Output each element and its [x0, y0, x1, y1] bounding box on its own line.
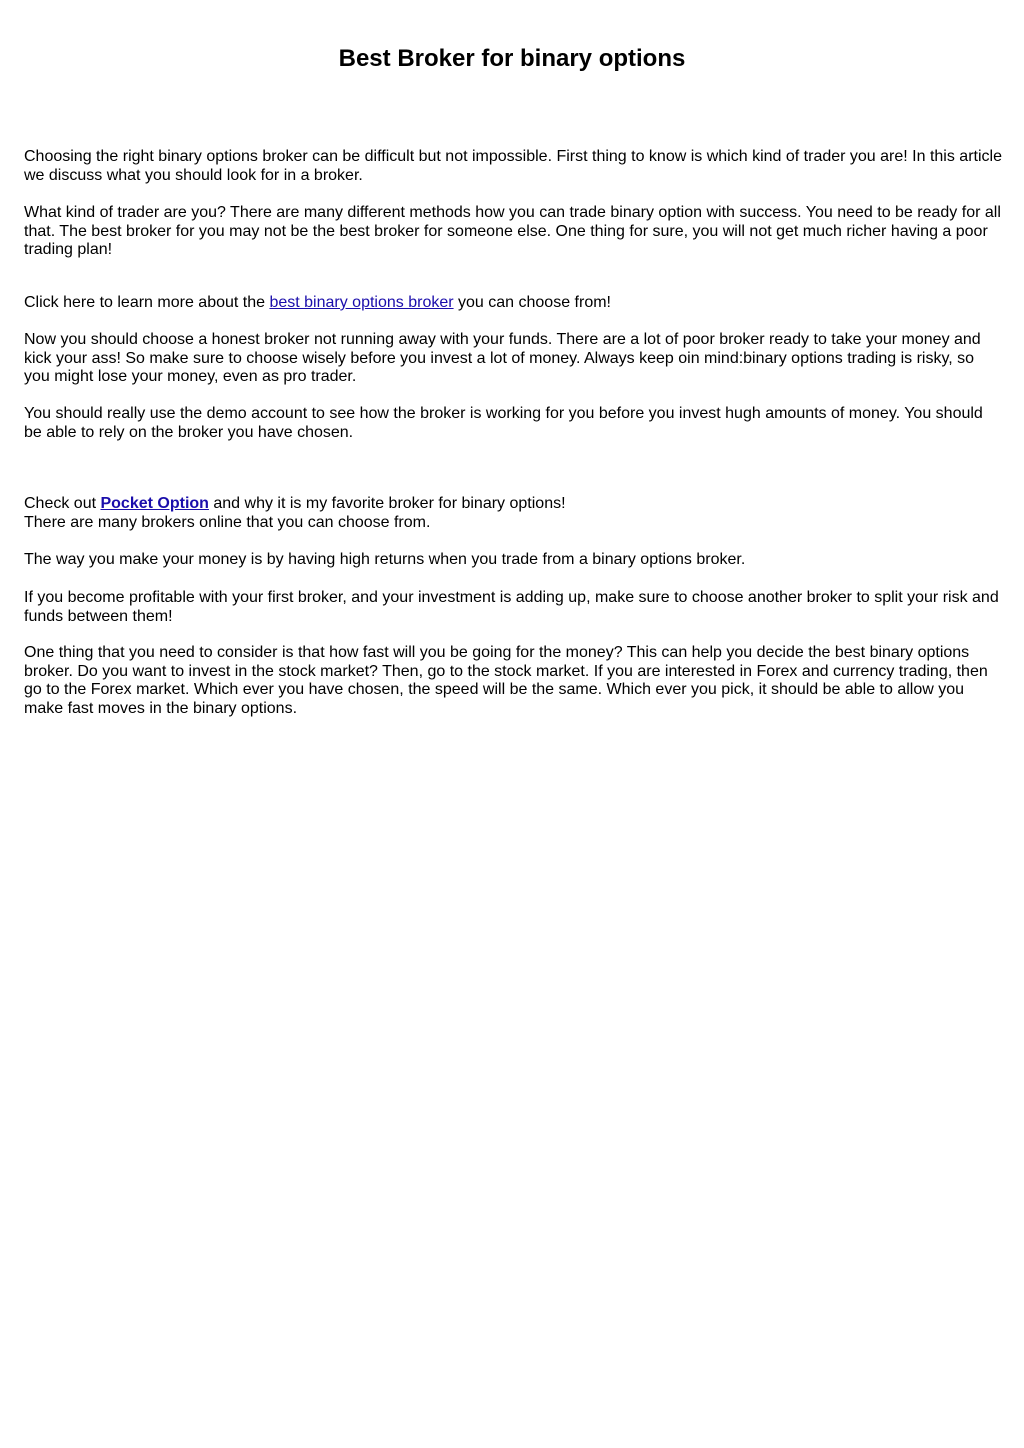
paragraph-honest-broker: Now you should choose a honest broker not running away with your funds. There are a lot of poor broker ready to take your money and kick your ass! So make sure to choose wisely before you invest a lot of money. Always keep oin mind:binary options trading is risky, so you might lose your money, even as pro trader.: [24, 331, 981, 385]
paragraph-demo-account: You should really use the demo account to see how the broker is working for you before you invest hugh amounts of money. You should be able to rely on the broker you have chosen.: [24, 405, 983, 441]
paragraph-check-out: [24, 495, 1004, 532]
paragraph-learn-more-text-after: you can choose from!: [453, 294, 611, 311]
paragraph-speed: One thing that you need to consider is that how fast will you be going for the money? This can help you decide the best binary options broker. Do you want to invest in the stock market? Then, go to the stock market. If you are interested in Forex and currency trading, then go to the Forex market. Which ever you have chosen, the speed will be the same. Which ever you pick, it should be able to allow you make fast moves in the binary options.: [24, 644, 988, 717]
paragraph-split-risk: If you become profitable with your first broker, and your investment is adding up, make sure to choose another broker to split your risk and funds between them!: [24, 589, 999, 625]
best-binary-options-broker-link[interactable]: best binary options broker: [269, 294, 454, 311]
paragraph-learn-more-text-before: Click here to learn more about the: [24, 294, 270, 311]
page-title: Best Broker for binary options: [338, 45, 686, 72]
paragraph-high-returns: The way you make your money is by having high returns when you trade from a binary options broker.: [24, 551, 746, 568]
paragraph-check-out-text-before: Check out: [24, 495, 101, 512]
paragraph-check-out-text-after: and why it is my favorite broker for binary options!: [208, 495, 566, 512]
paragraph-trader-type: What kind of trader are you? There are many different methods how you can trade binary option with success. You need to be ready for all that. The best broker for you may not be the best broker for someone else. One thing for sure, you will not get much richer having a poor trading plan!: [24, 204, 1001, 258]
pocket-option-link[interactable]: Pocket Option: [100, 495, 209, 512]
paragraph-intro: Choosing the right binary options broker can be difficult but not impossible. First thing to know is which kind of trader you are! In this article we discuss what you should look for in a broker.: [24, 148, 1002, 184]
paragraph-learn-more: [24, 294, 1004, 313]
paragraph-check-out-line-two: There are many brokers online that you can choose from.: [24, 513, 431, 531]
